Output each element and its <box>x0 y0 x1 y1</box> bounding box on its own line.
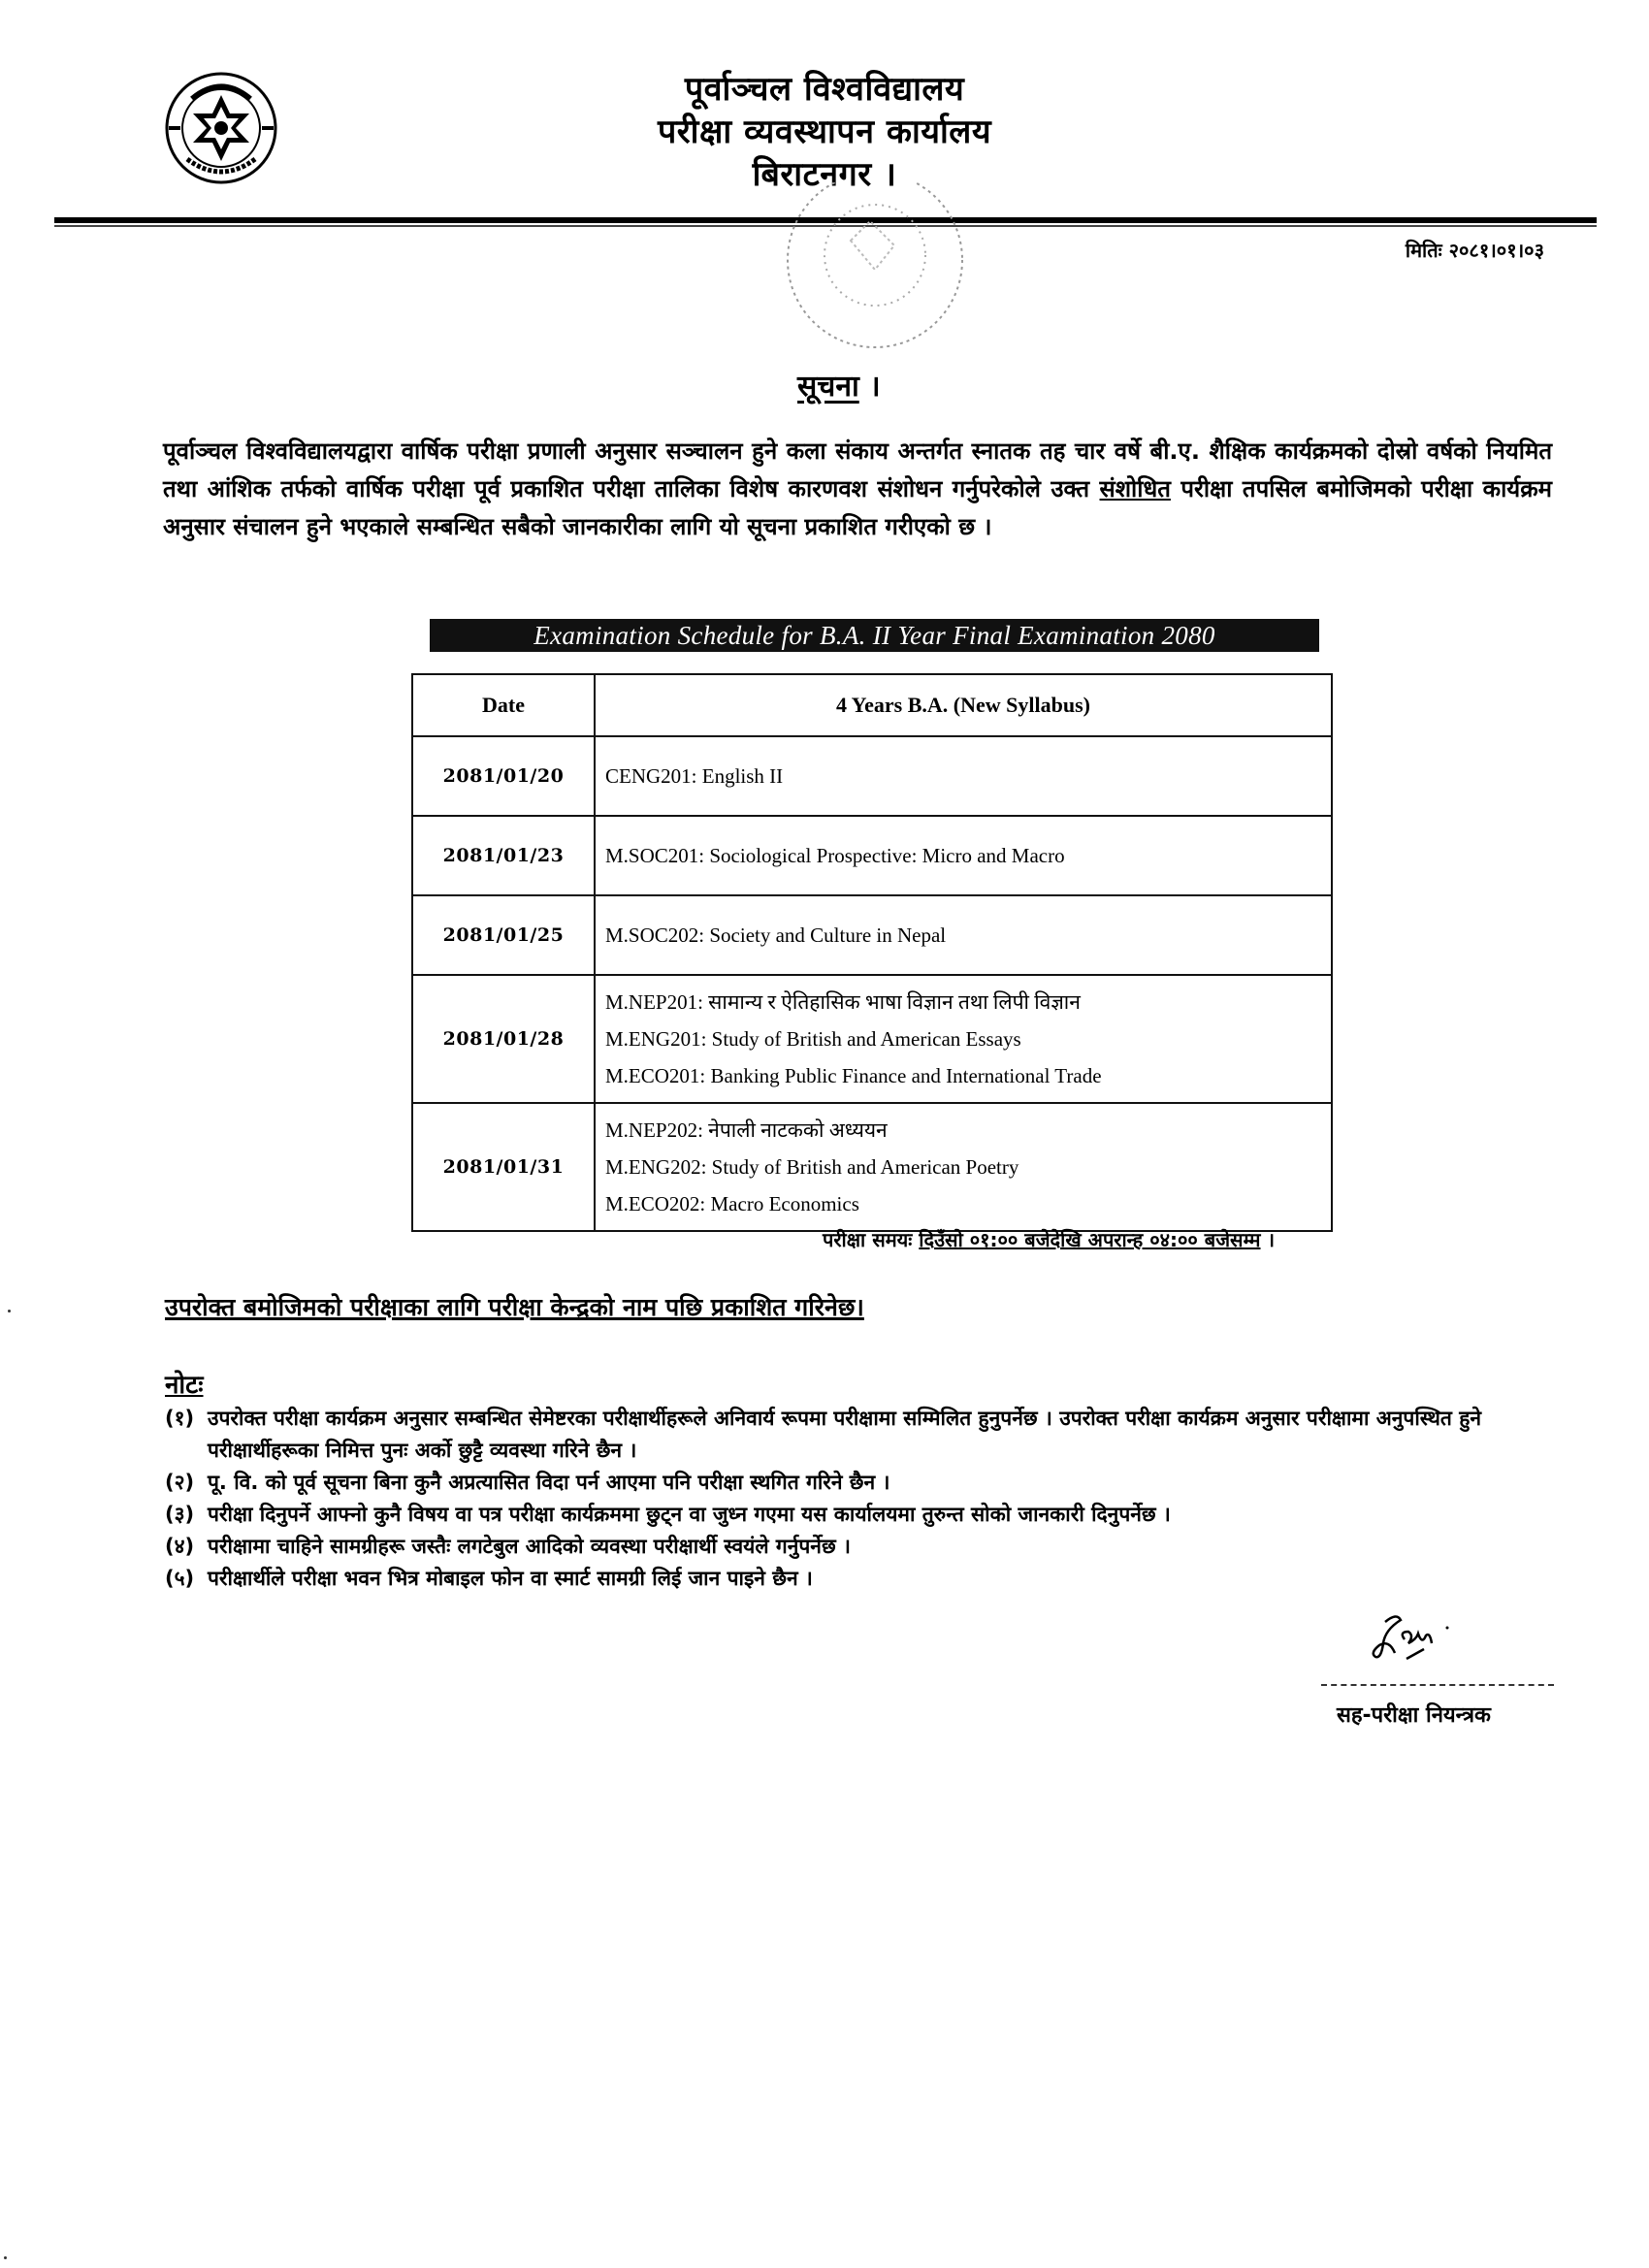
subject-cell <box>595 975 1332 1103</box>
exam-date: 2081/01/31 <box>412 1103 595 1231</box>
table-row <box>412 1103 1332 1231</box>
notes-heading: नोटः <box>165 1371 204 1400</box>
signature-line <box>1321 1684 1554 1686</box>
column-header-subjects: 4 Years B.A. (New Syllabus) <box>595 674 1332 736</box>
note-number: (१) <box>165 1407 195 1430</box>
office-stamp <box>749 182 1011 367</box>
exam-time-value: दिउँसो ०१:०० बजेदेखि अपरान्ह ०४:०० बजेसम्म <box>919 1228 1261 1251</box>
note-text: पू. वि. को पूर्व सूचना बिना कुनै अप्रत्यासित विदा पर्न आएमा पनि परीक्षा स्थगित गरिने छैन । <box>208 1471 890 1494</box>
subject: M.SOC202: Society and Culture in Nepal <box>605 923 947 947</box>
note-number: (५) <box>165 1567 195 1590</box>
note-item <box>165 1499 1542 1531</box>
notice-title: सूचना <box>797 370 859 404</box>
office-location: बिराटनगर । <box>752 155 897 194</box>
table-row <box>412 816 1332 895</box>
note-text: परीक्षा दिनुपर्ने आफ्नो कुनै विषय वा पत्र परीक्षा कार्यक्रममा छुट्न वा जुध्न गएमा यस कार्यालयमा तुरुन्त सोको जानकारी दिनुपर्नेछ । <box>208 1503 1171 1526</box>
subject: CENG201: English II <box>605 764 784 788</box>
column-header-date: Date <box>412 674 595 736</box>
subject: M.ENG202: Study of British and American Poetry <box>605 1155 1019 1179</box>
table-row <box>412 895 1332 975</box>
notice-heading: सूचना । <box>797 370 881 404</box>
exam-center-note: उपरोक्त बमोजिमको परीक्षाका लागि परीक्षा केन्द्रको नाम पछि प्रकाशित गरिनेछ। <box>165 1293 864 1321</box>
note-item <box>165 1467 1542 1499</box>
exam-time-label: परीक्षा समयः <box>823 1228 913 1251</box>
subject-cell <box>595 895 1332 975</box>
issue-date <box>1406 237 1544 263</box>
date-value: २०८१।०१।०३ <box>1448 239 1544 262</box>
notes-list <box>165 1403 1542 1595</box>
exam-schedule-table <box>411 673 1333 1232</box>
subject: M.ECO201: Banking Public Finance and International Trade <box>605 1064 1102 1087</box>
signatory-title: सह-परीक्षा नियन्त्रक <box>1337 1703 1491 1728</box>
subject: M.NEP201: सामान्य र ऐतिहासिक भाषा विज्ञान तथा लिपी विज्ञान <box>605 990 1081 1014</box>
exam-date: 2081/01/23 <box>412 816 595 895</box>
table-header-row <box>412 674 1332 736</box>
schedule-title: Examination Schedule for B.A. II Year Final Examination 2080 <box>430 619 1319 652</box>
subject-cell <box>595 816 1332 895</box>
scan-speck <box>4 2256 7 2259</box>
revised-emphasis: संशोधित <box>1099 475 1171 502</box>
note-text: परीक्षार्थीले परीक्षा भवन भित्र मोबाइल फोन वा स्मार्ट सामग्री लिई जान पाइने छैन । <box>208 1567 813 1590</box>
exam-date: 2081/01/25 <box>412 895 595 975</box>
exam-date: 2081/01/20 <box>412 736 595 816</box>
exam-time: परीक्षा समयः दिउँसो ०१:०० बजेदेखि अपरान्ह ०४:०० बजेसम्म । <box>823 1228 1276 1251</box>
note-number: (२) <box>165 1471 195 1494</box>
note-number: (३) <box>165 1503 195 1526</box>
subject: M.SOC201: Sociological Prospective: Micro and Macro <box>605 844 1065 867</box>
note-item <box>165 1531 1542 1563</box>
program-emphasis: बी.ए. शैक्षिक कार्यक्रमको दोस्रो वर्षको नियमित तथा आंशिक <box>163 437 1552 502</box>
note-item <box>165 1403 1542 1467</box>
note-number: (४) <box>165 1535 195 1558</box>
subject: M.ECO202: Macro Economics <box>605 1192 859 1215</box>
university-name: पूर्वाञ्चल विश्वविद्यालय <box>684 70 965 109</box>
subject: M.ENG201: Study of British and American Essays <box>605 1027 1021 1051</box>
date-label: मितिः <box>1405 239 1442 262</box>
signature <box>1366 1610 1453 1669</box>
note-text: उपरोक्त परीक्षा कार्यक्रम अनुसार सम्बन्धित सेमेष्टरका परीक्षार्थीहरूले अनिवार्य रूपमा परीक्षामा सम्मिलित हुनुपर्नेछ । उपरोक्त परीक्षा कार्यक्रम अनुसार परीक्षामा अनुपस्थित हुने परीक्षार्थीहरूका निमित्त पुनः अर्को छुट्टै व्यवस्था गरिने छैन । <box>208 1407 1482 1462</box>
subject: M.NEP202: नेपाली नाटकको अध्ययन <box>605 1118 888 1142</box>
office-name: परीक्षा व्यवस्थापन कार्यालय <box>657 113 992 151</box>
note-item <box>165 1563 1542 1595</box>
letterhead <box>485 68 1164 196</box>
table-row <box>412 975 1332 1103</box>
university-logo <box>163 70 279 186</box>
exam-date: 2081/01/28 <box>412 975 595 1103</box>
scan-speck <box>8 1310 11 1312</box>
table-row <box>412 736 1332 816</box>
subject-cell <box>595 1103 1332 1231</box>
notice-body: पूर्वाञ्चल विश्वविद्यालयद्वारा वार्षिक परीक्षा प्रणाली अनुसार सञ्चालन हुने कला संकाय अन्तर्गत स्नातक तह चार वर्षे बी.ए. शैक्षिक कार्यक्रमको दोस्रो वर्षको नियमित तथा आंशिक तर्फको वार्षिक परीक्षा पूर्व प्रकाशित परीक्षा तालिका विशेष कारणवश संशोधन गर्नुपरेकोले उक्त संशोधित परीक्षा तपसिल बमोजिमको परीक्षा कार्यक्रम अनुसार संचालन हुने भएकाले सम्बन्धित सबैको जानकारीका लागि यो सूचना प्रकाशित गरीएको छ । <box>163 437 1552 540</box>
subject-cell <box>595 736 1332 816</box>
note-text: परीक्षामा चाहिने सामग्रीहरू जस्तैः लगटेबुल आदिको व्यवस्था परीक्षार्थी स्वयंले गर्नुपर्नेछ । <box>208 1535 851 1558</box>
